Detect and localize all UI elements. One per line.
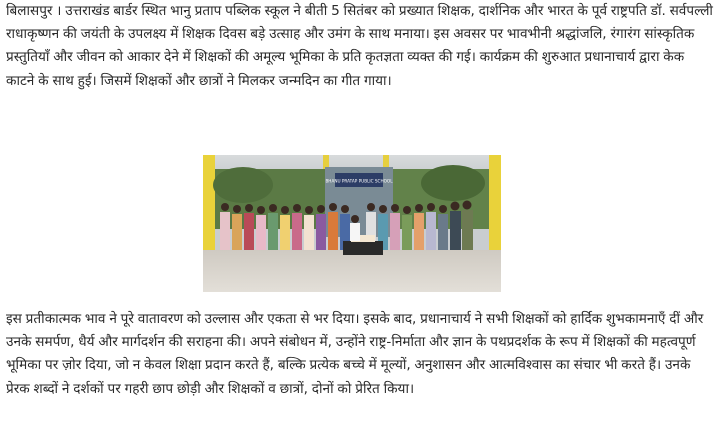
article-paragraph-1: बिलासपुर । उत्तराखंड बार्डर स्थित भानु प्रताप पब्लिक स्कूल ने बीती 5 सितंबर को प्रख्यात शिक्षक, दार्शनिक और भारत के पूर्व राष्ट्रपति डॉ. सर्वपल्ली राधाकृष्णन की जयंती के उपलक्ष्य में शिक्षक दिवस बड़े उत्साह और उमंग के साथ मनाया। इस अवसर पर भावभीनी श्रद्धांजलि, रंगारंग सांस्कृतिक प्रस्तुतियाँ और जीवन को आकार देने में शिक्षकों की अमूल्य भूमिका के प्रति कृतज्ञता व्यक्त की गई। कार्यक्रम की शुरुआत प्रधानाचार्य द्वारा केक काटने के साथ हुई। जिसमें शिक्षकों और छात्रों ने मिलकर जन्मदिन का गीत गाया। xyxy=(6,3,713,89)
school-banner: BHANU PRATAP PUBLIC SCHOOL xyxy=(325,178,393,184)
group-photo xyxy=(203,155,501,292)
article-paragraph-2: इस प्रतीकात्मक भाव ने पूरे वातावरण को उल्लास और एकता से भर दिया। इसके बाद, प्रधानाचार्य ने सभी शिक्षकों को हार्दिक शुभकामनाएँ दीं और उनके समर्पण, धैर्य और मार्गदर्शन की सराहना की। अपने संबोधन में, उन्होंने राष्ट्र-निर्माता और ज्ञान के पथप्रदर्शक के रूप में शिक्षकों की महत्वपूर्ण भूमिका पर ज़ोर दिया, जो न केवल शिक्षा प्रदान करते हैं, बल्कि प्रत्येक बच्चे में मूल्यों, अनुशासन और आत्मविश्वास का संचार भी करते हैं। उनके प्रेरक शब्दों ने दर्शकों पर गहरी छाप छोड़ी और शिक्षकों व छात्रों, दोनों को प्रेरित किया। xyxy=(6,311,704,397)
cake-table xyxy=(343,241,383,255)
